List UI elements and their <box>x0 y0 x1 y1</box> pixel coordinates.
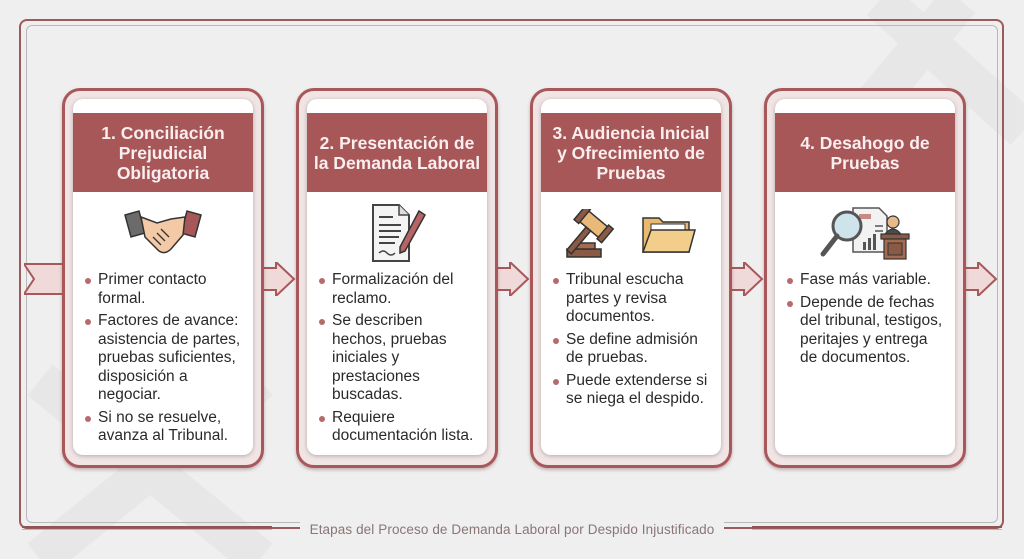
bullet-item: Tribunal escucha partes y revisa documentos. <box>551 271 715 327</box>
stage-title: 3. Audiencia Inicial y Ofrecimiento de Pruebas <box>541 113 721 192</box>
bullet-item: Se define admisión de pruebas. <box>551 331 715 368</box>
gavel-icon <box>565 209 631 259</box>
stage-card-body <box>775 99 955 455</box>
stage-card-1 <box>62 88 264 468</box>
bullet-item: Se describen hechos, pruebas iniciales y prestaciones buscadas. <box>317 312 481 405</box>
stage-card-body <box>73 99 253 455</box>
diagram-caption <box>0 521 1024 539</box>
stage-title: 1. Conciliación Prejudicial Obligatoria <box>73 113 253 192</box>
stage-card-body <box>307 99 487 455</box>
stage-card-2 <box>296 88 498 468</box>
bullet-item: Primer contacto formal. <box>83 271 247 308</box>
folder-icon <box>641 212 697 256</box>
document-signing-icon <box>365 203 429 265</box>
bullet-item: Fase más variable. <box>785 271 949 290</box>
stage-card-3 <box>530 88 732 468</box>
stage-card-body <box>541 99 721 455</box>
stage-title: 2. Presentación de la Demanda Laboral <box>307 113 487 192</box>
stage-title: 4. Desahogo de Pruebas <box>775 113 955 192</box>
stage-bullets <box>551 271 715 413</box>
magnifier-evidence-podium-icon <box>817 204 913 264</box>
bullet-item: Depende de fechas del tribunal, testigos, peritajes y entrega de documentos. <box>785 294 949 368</box>
bullet-item: Factores de avance: asistencia de partes, pruebas suficientes, disposición a negociar. <box>83 312 247 405</box>
stage-bullets <box>83 271 247 450</box>
handshake-icon <box>123 207 203 261</box>
bullet-item: Si no se resuelve, avanza al Tribunal. <box>83 409 247 446</box>
stage-card-4 <box>764 88 966 468</box>
bullet-item: Requiere documentación lista. <box>317 409 481 446</box>
stage-bullets <box>785 271 949 372</box>
bullet-item: Puede extenderse si se niega el despido. <box>551 372 715 409</box>
bullet-item: Formalización del reclamo. <box>317 271 481 308</box>
caption-text: Etapas del Proceso de Demanda Laboral por Despido Injustificado <box>300 522 725 537</box>
stage-bullets <box>317 271 481 450</box>
